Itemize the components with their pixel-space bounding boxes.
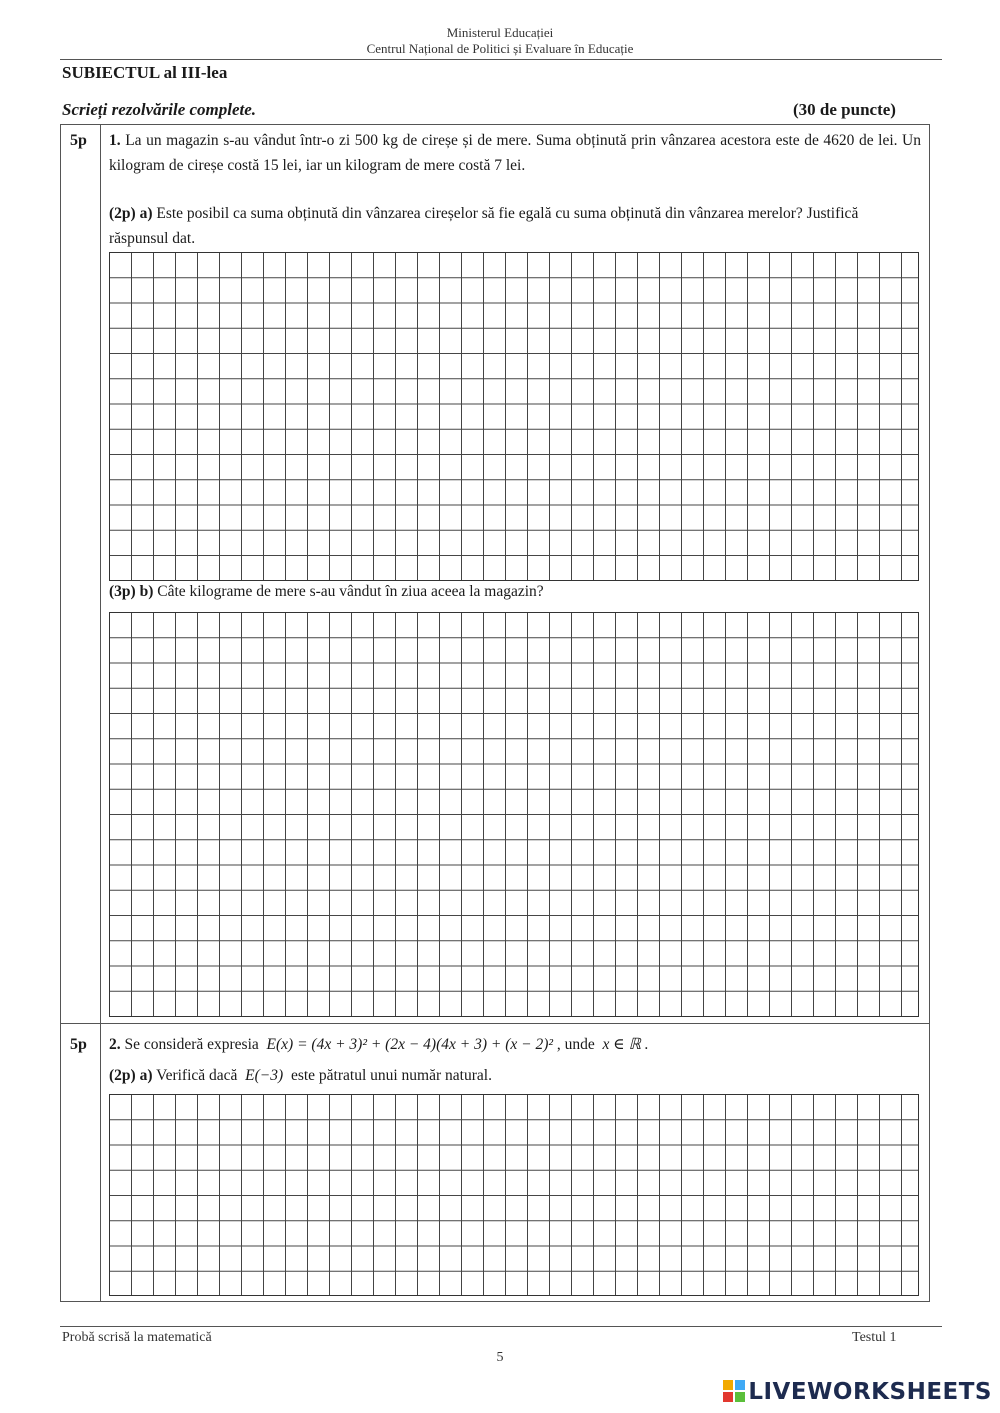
liveworksheets-logo-text: LIVEWORKSHEETS: [748, 1379, 992, 1405]
problem1-part-b: [109, 579, 921, 604]
footer-divider: [60, 1326, 942, 1327]
section-title: SUBIECTUL al III-lea: [62, 63, 228, 82]
problem1-number: 1.: [109, 132, 121, 149]
problem1-points: 5p: [70, 132, 87, 149]
problem2-intro: Se consideră expresia: [124, 1036, 259, 1053]
center-name: Centrul Național de Politici și Evaluare în Educație: [366, 41, 634, 56]
answer-grid-1a[interactable]: [109, 252, 919, 581]
problem2-part-a-pre: Verifică dacă: [156, 1067, 238, 1084]
liveworksheets-logo-icon: [723, 1380, 745, 1402]
liveworksheets-logo: [723, 1379, 992, 1405]
problem2-condition: x ∈ ℝ .: [602, 1036, 649, 1053]
problem1-text: La un magazin s-au vândut într-o zi 500 kg de cireșe și de mere. Suma obținută prin vânzarea acestora este de 4620 de lei. Un kilogram de cireșe costă 15 lei, iar un kilogram de mere costă 7 lei.: [109, 132, 921, 174]
problem2-condition-prefix: , unde: [556, 1036, 595, 1053]
answer-grid-1b[interactable]: [109, 612, 919, 1017]
problem2-expression: E(x) = (4x + 3)² + (2x − 4)(4x + 3) + (x − 2)²: [266, 1036, 554, 1053]
ministry-name: Ministerul Educației: [446, 25, 554, 40]
problem1-part-a-text: Este posibil ca suma obținută din vânzarea cireșelor să fie egală cu suma obținută din vânzarea merelor? Justifică răspunsul dat.: [109, 205, 859, 247]
problem2-part-a-math: E(−3): [245, 1067, 284, 1084]
points-column-divider: [100, 124, 101, 1302]
problem2-statement: [109, 1032, 921, 1057]
header-divider: [60, 59, 942, 60]
problem1-part-a-label: (2p) a): [109, 205, 153, 222]
footer-subject: Probă scrisă la matematică: [62, 1330, 212, 1345]
problem1-part-b-text: Câte kilograme de mere s-au vândut în ziua aceea la magazin?: [157, 583, 544, 600]
problem1-part-b-label: (3p) b): [109, 583, 154, 600]
problem2-part-a: [109, 1063, 921, 1088]
problem2-number: 2.: [109, 1036, 121, 1053]
problem1-statement: [109, 128, 921, 178]
problem2-points: 5p: [70, 1036, 87, 1053]
problem2-part-a-post: este pătratul unui număr natural.: [290, 1067, 492, 1084]
page-number: 5: [496, 1350, 504, 1365]
problem2-part-a-label: (2p) a): [109, 1067, 153, 1084]
row-divider: [60, 1023, 930, 1024]
total-points: (30 de puncte): [793, 100, 896, 119]
answer-grid-2a[interactable]: [109, 1094, 919, 1296]
problem1-part-a: [109, 201, 921, 251]
footer-test: Testul 1: [852, 1330, 897, 1345]
instructions: Scrieți rezolvările complete.: [62, 100, 257, 119]
